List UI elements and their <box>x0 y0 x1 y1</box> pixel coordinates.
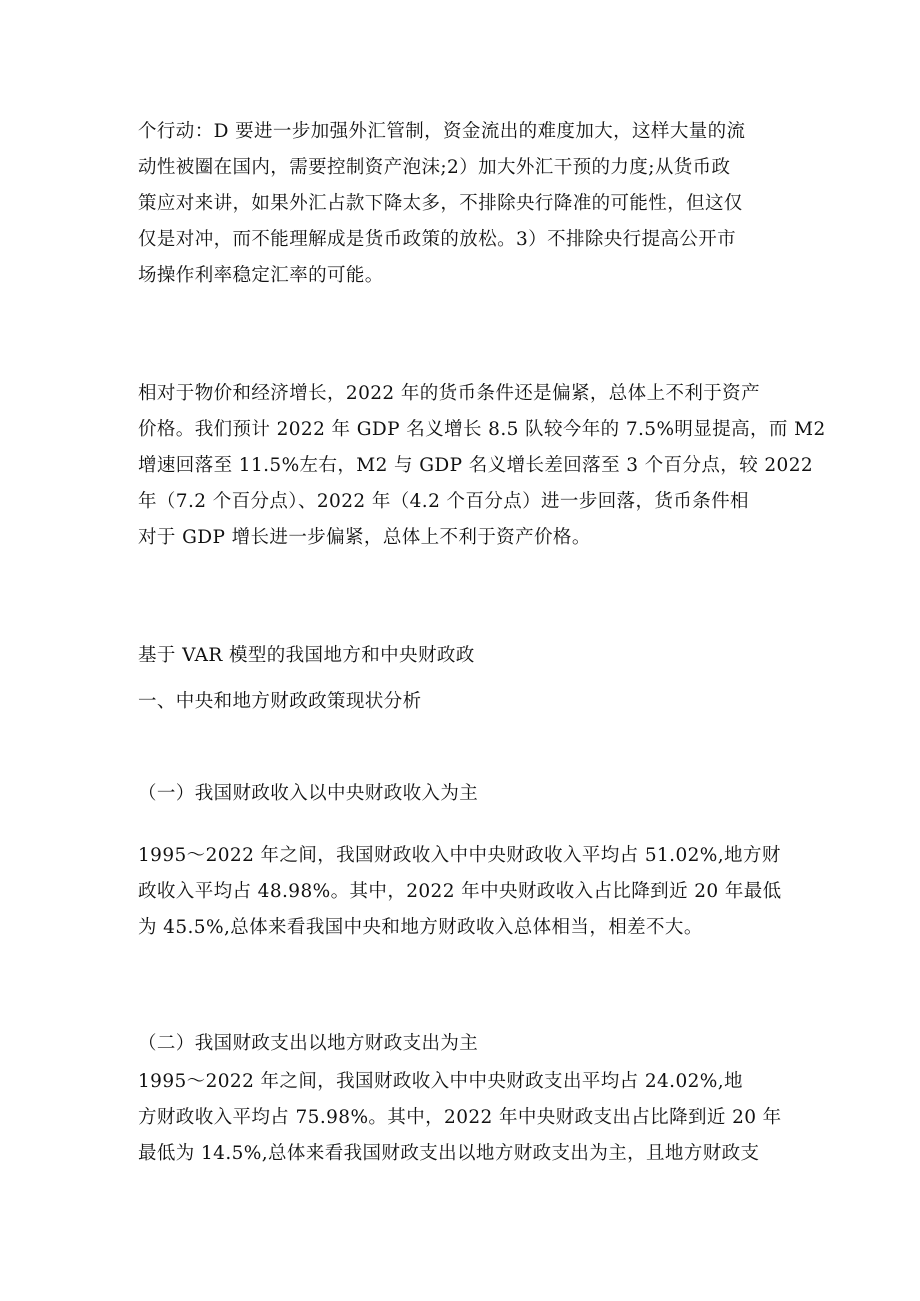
text-line: 仅是对冲，而不能理解成是货币政策的放松。3）不排除央行提高公开市 <box>138 229 737 250</box>
text-line: 场操作利率稳定汇率的可能。 <box>138 265 384 286</box>
paragraph-monetary-conditions <box>138 376 826 556</box>
text-line: 个行动：D 要进一步加强外汇管制，资金流出的难度加大，这样大量的流 <box>138 121 746 142</box>
paragraph-fiscal-revenue <box>138 838 788 946</box>
paragraph-fiscal-expenditure <box>138 1064 788 1172</box>
text-line: 对于 GDP 增长进一步偏紧，总体上不利于资产价格。 <box>138 527 591 548</box>
heading-text: （一）我国财政收入以中央财政收入为主 <box>138 783 479 804</box>
paragraph-fx-policy <box>138 114 788 294</box>
subsection-heading-2 <box>138 1026 788 1062</box>
text-line: 方财政收入平均占 75.98%。其中，2022 年中央财政支出占比降到近 20 年 <box>138 1107 782 1128</box>
text-line: 1995～2022 年之间，我国财政收入中中央财政支出平均占 24.02%,地 <box>138 1071 743 1092</box>
text-line: 动性被圈在国内，需要控制资产泡沫;2）加大外汇干预的力度;从货币政 <box>138 157 731 178</box>
section-heading-1 <box>138 684 788 720</box>
text-line: 年（7.2 个百分点）、2022 年（4.2 个百分点）进一步回落，货币条件相 <box>138 491 749 512</box>
text-line: 1995～2022 年之间，我国财政收入中中央财政收入平均占 51.02%,地方财 <box>138 845 781 866</box>
section-title <box>138 638 788 674</box>
subsection-heading-1 <box>138 776 788 812</box>
text-line: 政收入平均占 48.98%。其中，2022 年中央财政收入占比降到近 20 年最低 <box>138 881 782 902</box>
text-line: 为 45.5%,总体来看我国中央和地方财政收入总体相当，相差不大。 <box>138 917 703 938</box>
heading-text: 一、中央和地方财政政策现状分析 <box>138 691 422 712</box>
text-line: 相对于物价和经济增长，2022 年的货币条件还是偏紧，总体上不利于资产 <box>138 383 760 404</box>
text-line: 策应对来讲，如果外汇占款下降太多，不排除央行降准的可能性，但这仅 <box>138 193 743 214</box>
heading-text: （二）我国财政支出以地方财政支出为主 <box>138 1033 479 1054</box>
text-line: 增速回落至 11.5%左右，M2 与 GDP 名义增长差回落至 3 个百分点，较 2022 <box>138 455 814 476</box>
heading-text: 基于 VAR 模型的我国地方和中央财政政 <box>138 645 475 666</box>
text-line: 最低为 14.5%,总体来看我国财政支出以地方财政支出为主，且地方财政支 <box>138 1143 760 1164</box>
text-line: 价格。我们预计 2022 年 GDP 名义增长 8.5 队较今年的 7.5%明显提高，而 M2 <box>138 419 826 440</box>
